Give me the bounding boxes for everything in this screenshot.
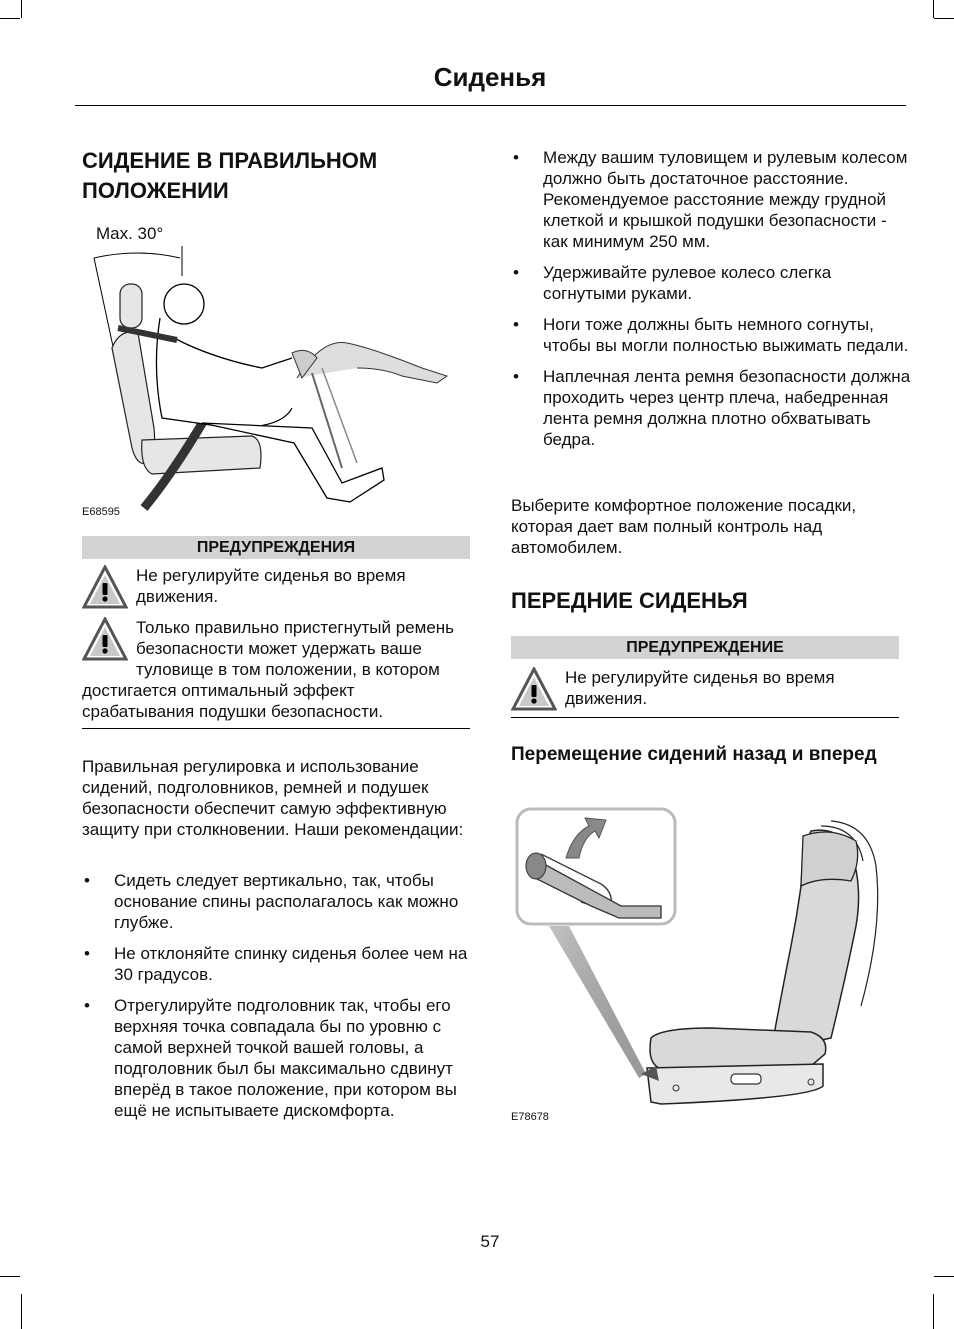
bullet-symbol: • xyxy=(513,367,519,386)
list-item-text: Наплечная лента ремня безопасности должна проходить через центр плеча, набедренная лента ремня должна плотно обхватывать бедра. xyxy=(543,367,911,449)
list-item-text: Отрегулируйте подголовник так, чтобы его верхняя точка совпадала бы по уровню с самой верхней точкой вашей головы, а подголовник был бы максимально сдвинут вперёд в такое положение, при котором вы ещё не испытываете дискомфорта. xyxy=(114,996,457,1120)
warning-item xyxy=(511,667,899,711)
figure-seating-posture xyxy=(82,218,472,518)
left-bullet-list xyxy=(82,870,474,1131)
warning-triangle-icon xyxy=(82,565,128,609)
page-number: 57 xyxy=(480,1232,500,1251)
warnings-header: ПРЕДУПРЕЖДЕНИЯ xyxy=(82,536,470,559)
crop-mark xyxy=(934,1276,954,1277)
figure-seat-adjustment xyxy=(511,806,891,1128)
crop-mark xyxy=(21,0,22,18)
bullet-symbol: • xyxy=(513,315,519,334)
bullet-symbol: • xyxy=(84,944,90,963)
list-item-text: Между вашим туловищем и рулевым колесом должно быть достаточное расстояние. Рекомендуемое расстояние между грудной клеткой и крышкой подушки безопасности - как минимум 250 мм. xyxy=(543,148,908,251)
list-item-text: Сидеть следует вертикально, так, чтобы основание спины располагалось как можно глубже. xyxy=(114,871,459,932)
title-divider xyxy=(75,105,906,106)
max-angle-label: Max. 30° xyxy=(96,224,164,243)
section-title-line-1: СИДЕНИЕ В ПРАВИЛЬНОМ xyxy=(82,148,378,173)
crop-mark xyxy=(0,18,20,19)
list-item xyxy=(82,870,474,933)
crop-mark xyxy=(21,1294,22,1329)
subheading-seat-move: Перемещение сидений назад и вперед xyxy=(511,744,877,765)
warning-triangle-icon xyxy=(82,617,128,661)
list-item xyxy=(82,943,474,985)
list-item xyxy=(511,147,911,252)
warnings-bottom-rule xyxy=(82,728,470,729)
crop-mark xyxy=(0,1276,20,1277)
section-title-correct-position xyxy=(82,146,472,206)
section-title-front-seats: ПЕРЕДНИЕ СИДЕНЬЯ xyxy=(511,588,748,613)
warning-text: Не регулируйте сиденья во время движения. xyxy=(136,566,406,606)
list-item xyxy=(82,995,474,1121)
warnings-box xyxy=(82,536,470,729)
section-title-line-2: ПОЛОЖЕНИИ xyxy=(82,178,229,203)
warning-bottom-rule xyxy=(511,717,899,718)
crop-mark xyxy=(934,18,954,19)
front-seats-warning-box xyxy=(511,636,899,718)
list-item xyxy=(511,314,911,356)
warning-triangle-icon xyxy=(511,667,557,711)
bullet-symbol: • xyxy=(84,871,90,890)
warning-item xyxy=(82,617,470,722)
warning-text: Только правильно пристегнутый ремень безопасности может удержать ваше туловище в том положении, в котором достигается оптимальный эффект срабатывания подушки безопасности. xyxy=(82,618,455,721)
bullet-symbol: • xyxy=(84,996,90,1015)
crop-mark xyxy=(933,0,934,18)
intro-paragraph: Правильная регулировка и использование сидений, подголовников, ремней и подушек безопасности обеспечит самую эффективную защиту при столкновении. Наши рекомендации: xyxy=(82,757,464,839)
page-title: Сиденья xyxy=(433,62,547,92)
comfort-paragraph: Выберите комфортное положение посадки, которая дает вам полный контроль над автомобилем. xyxy=(511,496,857,557)
list-item xyxy=(511,262,911,304)
list-item-text: Не отклоняйте спинку сиденья более чем на 30 градусов. xyxy=(114,944,468,984)
bullet-symbol: • xyxy=(513,263,519,282)
seating-posture-illustration xyxy=(82,218,472,518)
figure-id-label: E78678 xyxy=(511,1111,549,1123)
list-item-text: Ноги тоже должны быть немного согнуты, чтобы вы могли полностью выжимать педали. xyxy=(543,315,909,355)
right-bullet-list xyxy=(511,147,911,460)
figure-id-label: E68595 xyxy=(82,506,120,518)
warning-text: Не регулируйте сиденья во время движения. xyxy=(565,668,835,708)
list-item xyxy=(511,366,911,450)
crop-mark xyxy=(933,1294,934,1329)
bullet-symbol: • xyxy=(513,148,519,167)
seat-adjustment-illustration xyxy=(511,806,891,1106)
list-item-text: Удерживайте рулевое колесо слегка согнутыми руками. xyxy=(543,263,832,303)
warning-header: ПРЕДУПРЕЖДЕНИЕ xyxy=(511,636,899,659)
warning-item xyxy=(82,565,470,609)
